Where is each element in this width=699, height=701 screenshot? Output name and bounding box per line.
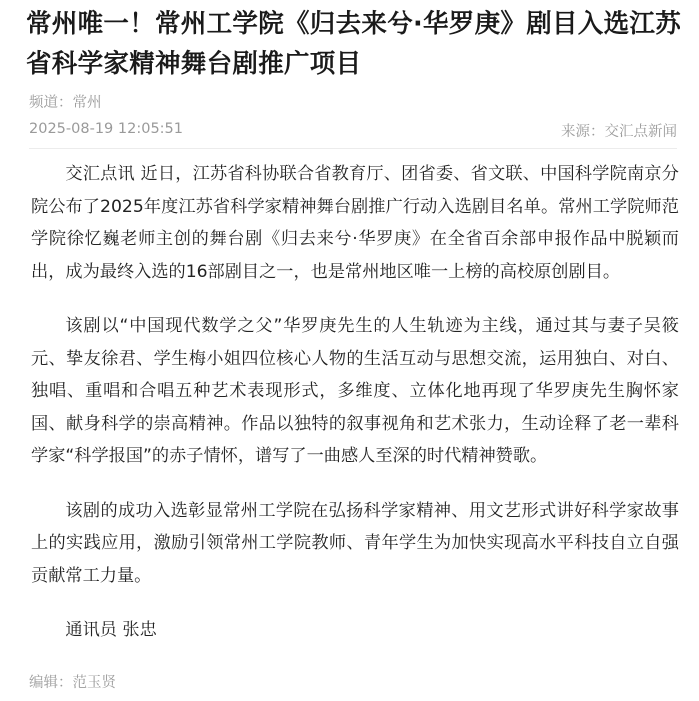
channel-label: 频道：常州 [29,95,102,111]
meta-divider [29,148,677,149]
article-body [31,158,679,669]
publish-time: 2025-08-19 12:05:51 [29,121,183,137]
article-title: 常州唯一！常州工学院《归去来兮·华罗庚》剧目入选江苏省科学家精神舞台剧推广项目 [26,9,681,79]
paragraph-3: 该剧的成功入选彰显常州工学院在弘扬科学家精神、用文艺形式讲好科学家故事上的实践应用，激励引领常州工学院教师、青年学生为加快实现高水平科技自立自强贡献常工力量。 [31,500,679,586]
paragraph-1: 交汇点讯 近日，江苏省科协联合省教育厅、团省委、省文联、中国科学院南京分院公布了2025年度江苏省科学家精神舞台剧推广行动入选剧目名单。常州工学院师范学院徐忆巍老师主创的舞台剧《归去来兮·华罗庚》在全省百余部申报作品中脱颖而出，成为最终入选的16部剧目之一，也是常州地区唯一上榜的高校原创剧目。 [31,164,679,282]
paragraph-2: 该剧以“中国现代数学之父”华罗庚先生的人生轨迹为主线，通过其与妻子吴筱元、挚友徐君、学生梅小姐四位核心人物的生活互动与思想交流，运用独白、对白、独唱、重唱和合唱五种艺术表现形式，多维度、立体化地再现了华罗庚先生胸怀家国、献身科学的崇高精神。作品以独特的叙事视角和艺术张力，生动诠释了老一辈科学家“科学报国”的赤子情怀，谱写了一曲感人至深的时代精神赞歌。 [31,316,679,466]
source-label: 来源：交汇点新闻 [561,124,677,140]
correspondent-byline: 通讯员 张忠 [65,620,157,640]
editor-credit: 编辑：范玉贤 [29,675,116,691]
article-meta [29,119,677,141]
